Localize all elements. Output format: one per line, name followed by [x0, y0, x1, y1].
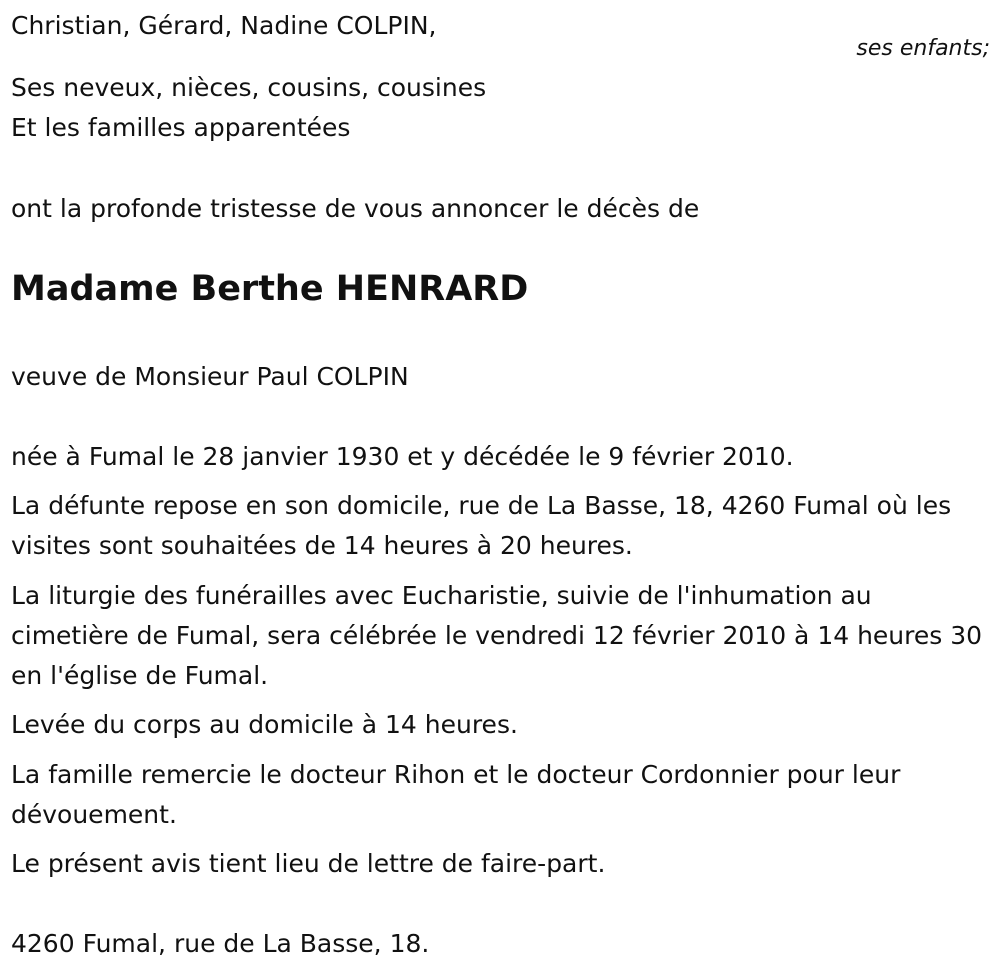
address-line: 4260 Fumal, rue de La Basse, 18. [11, 929, 430, 958]
thanks-paragraph: La famille remercie le docteur Rihon et le docteur Cordonnier pour leur dévouement. [11, 760, 901, 829]
funeral-paragraph: La liturgie des funérailles avec Eucharistie, suivie de l'inhumation au cimetière de Fumal, sera célébrée le vendredi 12 février 2010 à 14 heures 30 en l'église de Fumal. [11, 581, 983, 690]
family-role: ses enfants; [856, 36, 990, 61]
family-line: Christian, Gérard, Nadine COLPIN, [11, 11, 437, 40]
birth-death-line: née à Fumal le 28 janvier 1930 et y décédée le 9 février 2010. [11, 442, 794, 471]
announcement-intro: ont la profonde tristesse de vous annoncer le décès de [11, 194, 700, 223]
visitation-paragraph: La défunte repose en son domicile, rue de La Basse, 18, 4260 Fumal où les visites sont souhaitées de 14 heures à 20 heures. [11, 491, 952, 560]
relatives-line-2: Et les familles apparentées [11, 113, 351, 142]
procession-paragraph: Levée du corps au domicile à 14 heures. [11, 710, 518, 739]
relatives-line-1: Ses neveux, nièces, cousins, cousines [11, 73, 487, 102]
spouse-line: veuve de Monsieur Paul COLPIN [11, 362, 409, 391]
deceased-name: Madame Berthe HENRARD [11, 269, 529, 309]
notice-paragraph: Le présent avis tient lieu de lettre de faire-part. [11, 849, 606, 878]
